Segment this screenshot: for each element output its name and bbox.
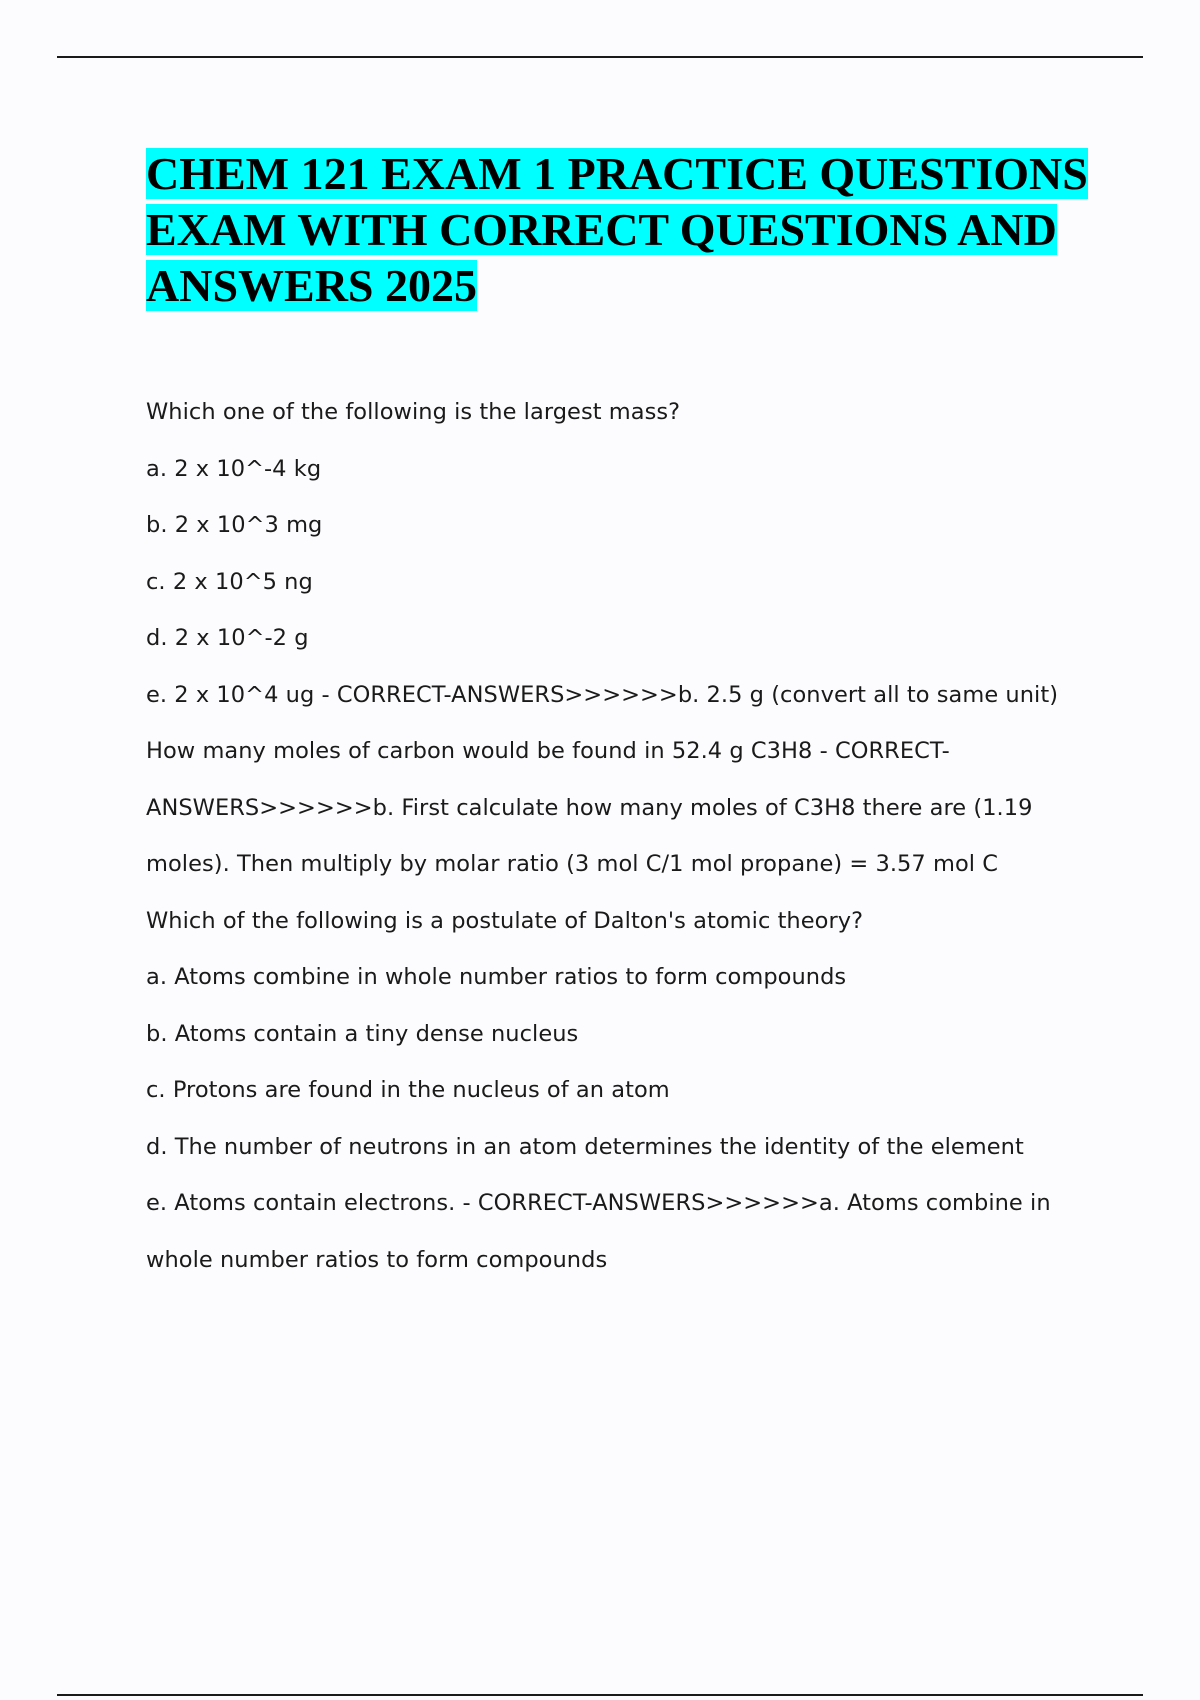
title-highlight: CHEM 121 EXAM 1 PRACTICE QUESTIONS EXAM WITH CORRECT QUESTIONS AND ANSWERS 2025	[146, 148, 1088, 311]
question-3-option-b: b. Atoms contain a tiny dense nucleus	[146, 1020, 579, 1047]
footer-rule	[57, 1694, 1143, 1696]
document-body	[146, 384, 1096, 1288]
question-1-option-d: d. 2 x 10^-2 g	[146, 625, 309, 651]
question-2-text-answer: How many moles of carbon would be found in 52.4 g C3H8 - CORRECT-ANSWERS>>>>>>b. First calculate how many moles of C3H8 there are (1.19 moles). Then multiply by molar ratio (3 mol C/1 mol propane) = 3.57 mol C	[146, 738, 1033, 877]
question-1-option-e-answer: e. 2 x 10^4 ug - CORRECT-ANSWERS>>>>>>b. 2.5 g (convert all to same unit)	[146, 681, 1059, 708]
question-1-text: Which one of the following is the largest mass?	[146, 399, 681, 425]
question-3-option-a: a. Atoms combine in whole number ratios to form compounds	[146, 964, 847, 990]
question-3-option-d: d. The number of neutrons in an atom determines the identity of the element	[146, 1133, 1024, 1160]
header-rule	[57, 56, 1143, 58]
document-title	[146, 146, 1106, 314]
question-3-text: Which of the following is a postulate of Dalton's atomic theory?	[146, 907, 864, 934]
question-3-option-e-answer: e. Atoms contain electrons. - CORRECT-ANSWERS>>>>>>a. Atoms combine in whole number ratios to form compounds	[146, 1190, 1051, 1273]
question-1-option-b: b. 2 x 10^3 mg	[146, 512, 323, 538]
question-3-option-c: c. Protons are found in the nucleus of an atom	[146, 1077, 670, 1103]
question-1-option-c: c. 2 x 10^5 ng	[146, 568, 313, 595]
question-1-option-a: a. 2 x 10^-4 kg	[146, 455, 322, 482]
